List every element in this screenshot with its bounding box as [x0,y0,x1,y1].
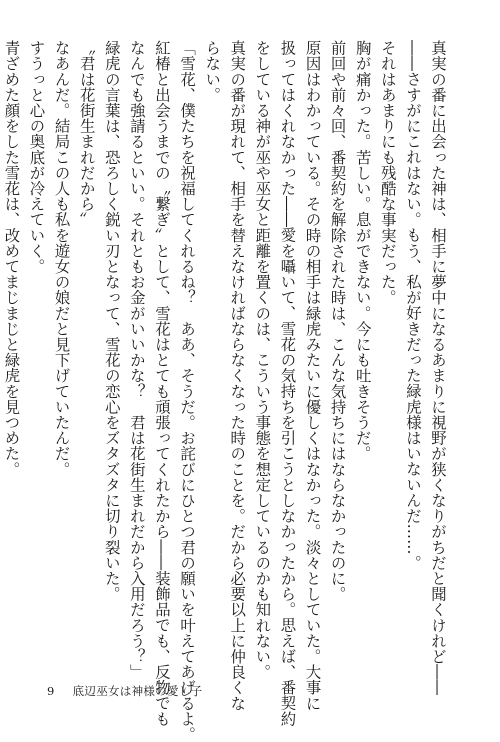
page-number: 9 [47,684,55,698]
text-line: 真実の番が現れて、相手を替えなければならなくなった時のことを。だから必要以上に仲良くな [228,40,247,711]
text-line: 「雪花、僕たちを祝福してくれるね？ ああ、そうだ。お詫びにひとつ君の願いを叶えてあげるよ。 [178,40,197,742]
text-line: らない。 [203,40,222,103]
text-line: 緑虎の言葉は、恐ろしく鋭い刃となって、雪花の恋心をズタズタに切り裂いた。 [102,40,121,602]
text-line: ――さすがにこれはない。もう、私が好きだった緑虎様はいないんだ……。 [403,40,422,571]
text-line: 原因はわかっている。その時の相手は緑虎みたいに優しくはなかった。淡々としていた。大事に [303,40,322,711]
text-line: なあんだ。結局この人も私を遊女の娘だと見下げていたんだ。 [52,40,71,477]
text-line: なんでも強請るといい。それともお金がいいかな？ 君は花街生まれだから入用だろう？」 [127,40,146,680]
page-footer [47,683,202,699]
text-line: 〝君は花街生まれだから〟 [77,40,96,228]
text-line: 前回や前々回、番契約を解除された時は、こんな気持ちにはならなかったのに。 [328,40,347,602]
text-line: 扱ってはくれなかった――愛を囁いて、雪花の気持ちを引こうとしなかったから。思えば、番契約 [278,40,297,727]
text-line: それはあまりにも残酷な事実だった。 [378,40,397,306]
book-title: 底辺巫女は神様の愛し子 [72,684,203,698]
text-line: をしている神が巫や巫女と距離を置くのは、こういう事態を想定しているのかも知れない。 [253,40,272,680]
text-line: すうっと心の奥底が冷えていく。 [27,40,46,274]
text-line: 胸が痛かった。苦しい。息ができない。今にも吐きそうだ。 [353,40,372,462]
text-line: 真実の番に出会った神は、相手に夢中になるあまりに視野が狭くなりがちだと聞くけれど―― [429,40,447,696]
text-line: 青ざめた顔をした雪花は、改めてまじまじと緑虎を見つめた。 [2,40,21,477]
text-line: 紅椿と出会うまでの〝繋ぎ〟として、雪花はとても頑張ってくれたから――装飾品でも、反物でも [152,40,171,727]
